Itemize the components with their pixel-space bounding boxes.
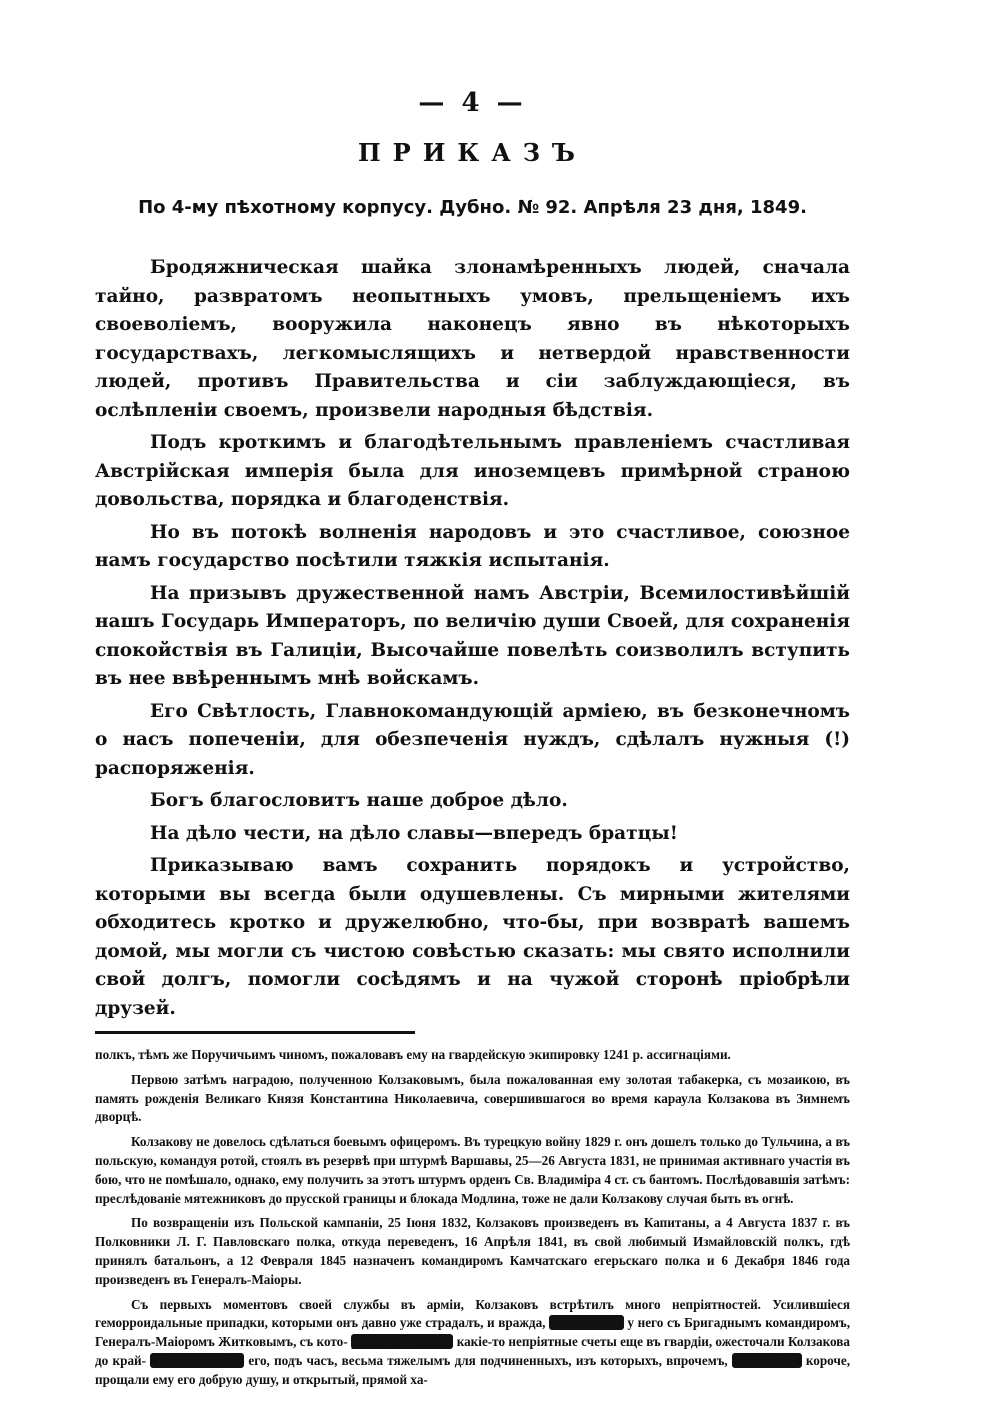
ink-smudge: знавшіе его	[731, 1352, 802, 1368]
footnote-paragraph-last	[95, 1296, 850, 1390]
footnote-paragraph: Первою затѣмъ наградою, полученною Колзаковымъ, была пожалованная ему золотая табакерка, съ мозаикою, въ память рожденія Великаго Князя Константина Николаевича, совершившагося во время караула Колзакова въ Зимнемъ дворцѣ.	[95, 1071, 850, 1125]
footnote-paragraph: полкъ, тѣмъ же Поручичьимъ чиномъ, пожаловавъ ему на гвардейскую экипировку 1241 р. ассигнаціями.	[95, 1047, 731, 1062]
page-number: — 4 —	[418, 88, 527, 118]
paragraph: На дѣло чести, на дѣло славы—впередъ братцы!	[150, 822, 678, 844]
document-page	[95, 80, 850, 1396]
paragraph: Его Свѣтлость, Главнокомандующій арміею, въ безконечномъ о насъ попеченіи, для обезпеченія нуждъ, сдѣлалъ нужныя (!) распоряженія.	[95, 700, 850, 779]
paragraph: Приказываю вамъ сохранить порядокъ и устройство, которыми вы всегда были одушевлены. Съ мирными жителями обходитесь кротко и дружелюбно, что-бы, при возвратѣ вашемъ домой, мы могли съ чистою совѣстью сказать: мы свято исполнили свой долгъ, помогли сосѣдямъ и на чужой сторонѣ пріобрѣли друзей.	[95, 855, 850, 1019]
paragraph: На призывъ дружественной намъ Австріи, Всемилостивѣйшій нашъ Государь Императоръ, по величію души Своей, для сохраненія спокойствія въ Галиціи, Высочайше повелѣть соизволилъ вступить въ нее ввѣреннымъ мнѣ войскамъ.	[95, 582, 850, 689]
paragraph: Подъ кроткимъ и благодѣтельнымъ правленіемъ счастливая Австрійская имперія была для иноземцевъ примѣрной страною довольства, порядка и благоденствія.	[95, 432, 850, 510]
footnote-divider	[95, 1031, 415, 1034]
paragraph: Но въ потокѣ волненія народовъ и это счастливое, союзное намъ государство посѣтили тяжкія испытанія.	[95, 521, 850, 571]
footnote-text: геморроидальные припадки, которыми онъ давно уже страдалъ, и вражда,	[95, 1315, 550, 1331]
paragraph: Богъ благословитъ наше доброе дѣло.	[150, 790, 568, 811]
document-subtitle: По 4-му пѣхотному корпусу. Дубно. № 92. Апрѣля 23 дня, 1849.	[138, 197, 807, 218]
main-text	[95, 254, 850, 1023]
document-title: ПРИКАЗЪ	[357, 138, 588, 167]
footnote-text: Съ первыхъ моментовъ своей службы въ арміи, Колзаковъ встрѣтилъ много непріятностей.	[131, 1296, 773, 1312]
footnote-text: какіе-то непріятные счеты еще въ гвардіи, ожесточали Колзакова до край-	[95, 1334, 850, 1368]
footnotes	[95, 1046, 850, 1390]
ink-smudge: закипѣвшая	[549, 1315, 624, 1331]
footnote-text: его, подъ часъ, весьма тяжелымъ для подчиненныхъ, изъ которыхъ, впрочемъ,	[244, 1352, 728, 1368]
smudged-text: Усилившіеся	[772, 1296, 850, 1312]
ink-smudge: рымъ онъ имѣлъ	[350, 1334, 454, 1350]
ink-smudge: ности и дѣлали	[150, 1352, 245, 1368]
footnote-paragraph: Колзакову не довелось сдѣлаться боевымъ офицеромъ. Въ турецкую войну 1829 г. онъ дошелъ только до Тульчина, а въ польскую, командуя ротой, стоялъ въ резервѣ при штурмѣ Варшавы, 25—26 Августа 1831, не принимая активнаго участія въ бою, что не помѣшало, однако, ему получить за этотъ штурмъ орденъ Св. Владиміра 4 ст. съ бантомъ. Послѣдовавшія затѣмъ: преслѣдованіе мятежниковъ до прусской границы и блокада Модлина, тоже не дали Колзакову случая быть въ огнѣ.	[95, 1134, 850, 1206]
footnote-text: короче, прощали ему его добрую душу, и открытый, прямой ха-	[95, 1352, 851, 1387]
footnote-paragraph: По возвращеніи изъ Польской кампаніи, 25 Іюня 1832, Колзаковъ произведенъ въ Капитаны, а 4 Августа 1837 г. въ Полковники Л. Г. Павловскаго полка, откуда переведенъ, 16 Апрѣля 1841, въ свой любимый Измайловскій полкъ, гдѣ принялъ батальонъ, а 12 Февраля 1845 назначенъ командиромъ Камчатскаго егерьскаго полка и 6 Декабря 1846 года произведенъ въ Генералъ-Маіоры.	[95, 1215, 850, 1287]
footnote-text: у него съ Бригаднымъ командиромъ, Генералъ-Маіоромъ Житковымъ, съ кото-	[95, 1315, 850, 1350]
paragraph: Бродяжническая шайка злонамѣренныхъ людей, сначала тайно, развратомъ неопытныхъ умовъ, прельщеніемъ ихъ своеволіемъ, вооружила наконецъ явно въ нѣкоторыхъ государствахъ, легкомыслящихъ и нетвердой нравственности людей, противъ Правительства и сіи заблуждающіеся, въ ослѣпленіи своемъ, произвели народныя бѣдствія.	[95, 257, 850, 421]
